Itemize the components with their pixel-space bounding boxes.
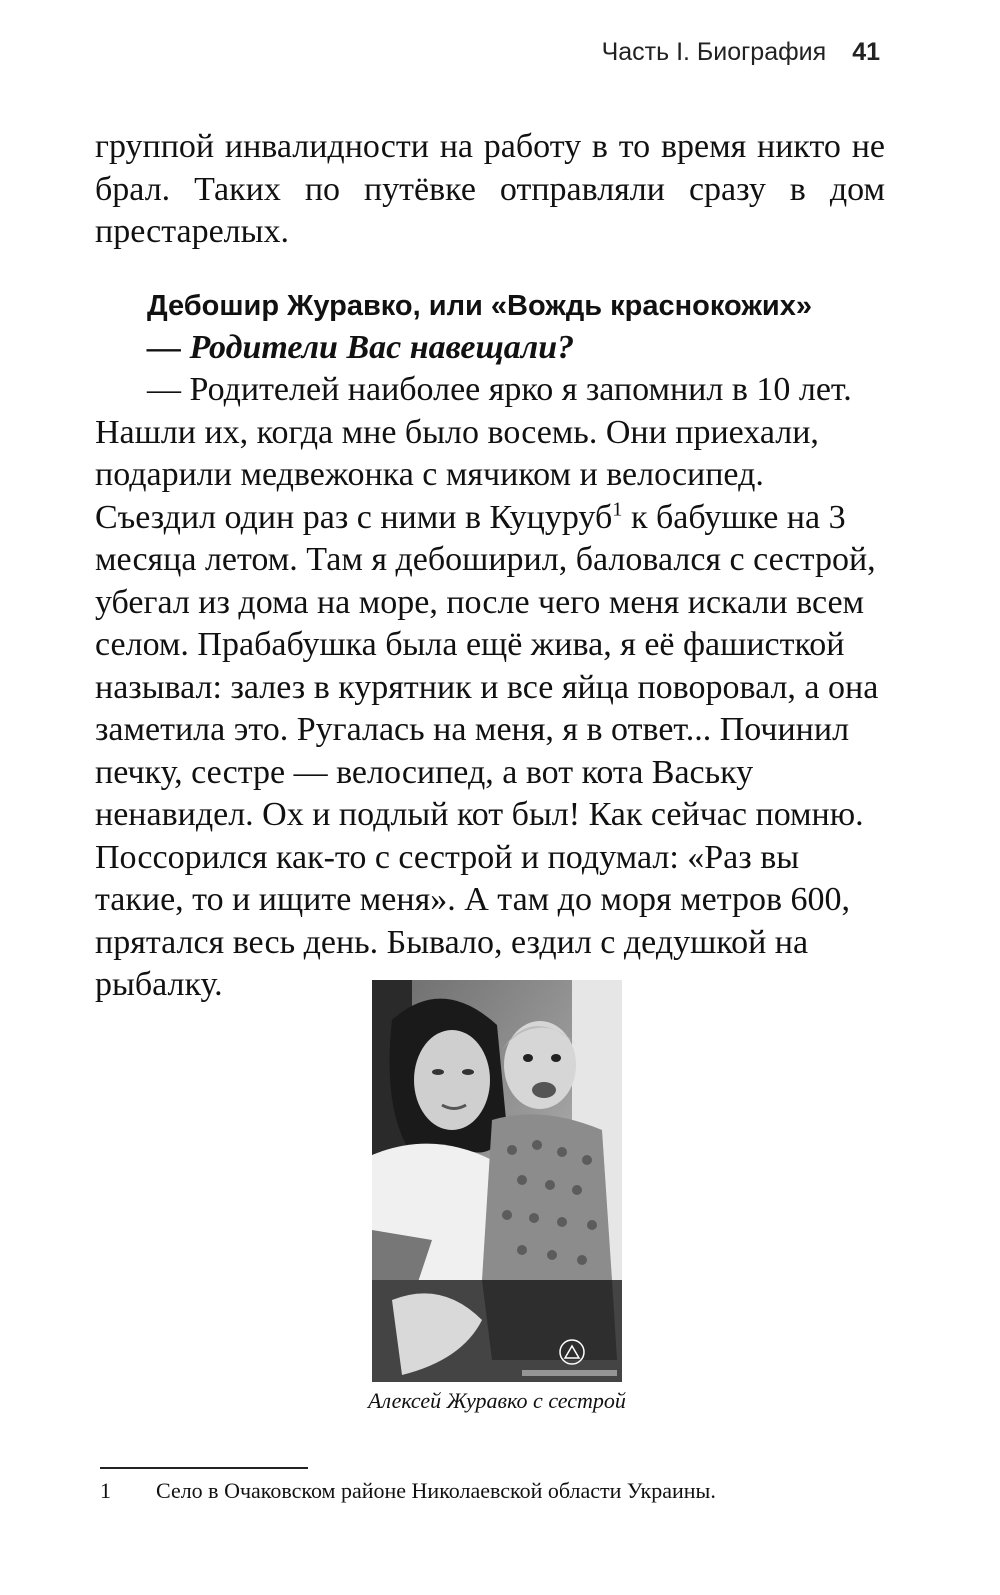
section-heading: Дебошир Журавко, или «Вождь краснокожих» xyxy=(147,289,812,322)
page-body xyxy=(95,126,885,1007)
footnote-divider xyxy=(100,1467,308,1469)
photo-caption-text: Алексей Журавко с сестрой xyxy=(368,1388,626,1413)
answer-text-part1: — Родителей наиболее ярко я запомнил в 10 лет. Нашли их, когда мне было восемь. Они приехали, подарили медвежонка с мячиком и велосипед. Съездил один раз с ними в Куцуруб xyxy=(95,371,852,536)
running-header xyxy=(602,38,880,67)
interview-question: — Родители Вас навещали? xyxy=(147,328,575,366)
answer-text-part2: к бабушке на 3 месяца летом. Там я дебоширил, баловался с сестрой, убегал из дома на море, после чего меня искали всем селом. Прабабушка была ещё жива, я её фашисткой называл: залез в курятник и все яйца поворовал, а она заметила это. Ругалась на меня, я в ответ... Починил печку, сестре — велосипед, а вот кота Ваську ненавидел. Ох и подлый кот был! Как сейчас помню. Поссорился как-то с сестрой и подумал: «Раз вы такие, то и ищите меня». А там до моря метров 600, прятался весь день. Бывало, ездил с дедушкой на рыбалку. xyxy=(95,498,879,1003)
footnote-reference: 1 xyxy=(612,498,623,521)
footnote xyxy=(100,1476,716,1506)
photo-children xyxy=(372,980,622,1382)
page-number: 41 xyxy=(852,38,880,66)
running-title: Часть I. Биография xyxy=(601,38,827,66)
interview-answer xyxy=(95,369,885,1007)
footnote-text: Село в Очаковском районе Николаевской области Украины. xyxy=(156,1478,716,1503)
photo-caption xyxy=(0,1388,1000,1414)
photo-children-icon xyxy=(372,980,622,1382)
paragraph-intro: группой инвалидности на работу в то время никто не брал. Таких по путёвке отправляли сразу в дом престарелых. xyxy=(95,128,885,250)
footnote-number: 1 xyxy=(100,1478,111,1503)
